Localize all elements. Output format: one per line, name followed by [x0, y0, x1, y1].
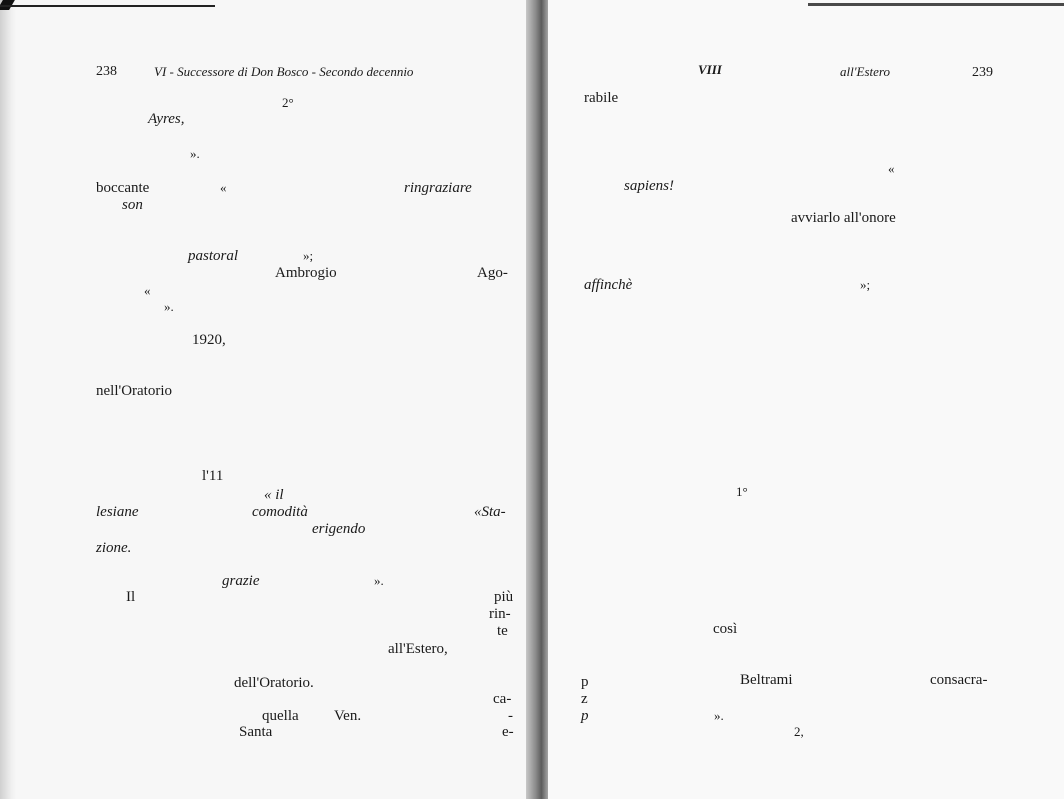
text-fragment: -	[508, 708, 513, 724]
text-fragment: così	[713, 621, 738, 637]
text-fragment: Beltrami	[740, 672, 793, 688]
text-fragment: ca-	[493, 691, 512, 707]
text-fragment: Ambrogio	[275, 265, 337, 281]
right-page	[548, 0, 1064, 799]
page-number: 239	[972, 65, 993, 80]
top-rule	[808, 3, 1064, 6]
text-fragment: ».	[374, 573, 384, 588]
running-head: VI - Successore di Don Bosco - Secondo decennio	[154, 64, 414, 79]
text-fragment: comodità	[252, 504, 308, 520]
top-rule	[0, 0, 215, 10]
text-fragment: ».	[714, 708, 724, 723]
running-head: all'Estero	[840, 64, 890, 79]
text-fragment: affinchè	[584, 277, 633, 293]
page-number: 238	[96, 64, 117, 79]
text-fragment: lesiane	[96, 504, 139, 520]
text-fragment: zione.	[96, 540, 132, 556]
text-fragment: ».	[190, 146, 200, 161]
left-page	[0, 0, 530, 799]
text-fragment: consacra-	[930, 672, 988, 688]
text-fragment: »;	[303, 248, 314, 263]
text-fragment: boccante	[96, 180, 150, 196]
text-fragment: « il	[264, 487, 284, 503]
text-fragment: 2°	[282, 95, 294, 110]
text-fragment: 2,	[794, 724, 804, 739]
text-fragment: te	[497, 623, 508, 639]
text-fragment: rabile	[584, 90, 619, 106]
text-fragment: Ven.	[334, 708, 362, 724]
text-fragment: p	[581, 708, 589, 724]
text-fragment: rin-	[489, 606, 511, 622]
text-fragment: sapiens!	[624, 178, 674, 194]
text-fragment: all'Estero,	[388, 641, 448, 657]
page-edge-shadow	[0, 0, 16, 799]
text-fragment: «Sta-	[474, 504, 506, 520]
text-fragment: avviarlo all'onore	[791, 210, 896, 226]
text-fragment: grazie	[222, 573, 260, 589]
text-fragment: Ago-	[477, 265, 508, 281]
text-fragment: »;	[860, 277, 871, 292]
running-head-chapter: VIII	[698, 62, 722, 77]
text-fragment: più	[494, 589, 514, 605]
text-fragment: erigendo	[312, 521, 366, 537]
text-fragment: l'11	[202, 468, 224, 484]
text-fragment: nell'Oratorio	[96, 383, 173, 399]
text-fragment: quella	[262, 708, 299, 724]
text-fragment: ringraziare	[404, 180, 472, 196]
text-fragment: pastoral	[188, 248, 239, 264]
text-fragment: p	[581, 674, 589, 690]
text-fragment: «	[220, 180, 227, 195]
text-fragment: «	[888, 161, 895, 176]
text-fragment: 1920,	[192, 332, 226, 348]
text-fragment: e-	[502, 724, 514, 740]
text-fragment: 1°	[736, 484, 748, 499]
text-fragment: Ayres,	[148, 111, 185, 127]
text-fragment: Santa	[239, 724, 273, 740]
text-fragment: «	[144, 283, 151, 298]
text-fragment: Il	[126, 589, 136, 605]
text-fragment: son	[122, 197, 143, 213]
text-fragment: dell'Oratorio.	[234, 675, 314, 691]
text-fragment: z	[581, 691, 588, 707]
text-fragment: ».	[164, 299, 174, 314]
